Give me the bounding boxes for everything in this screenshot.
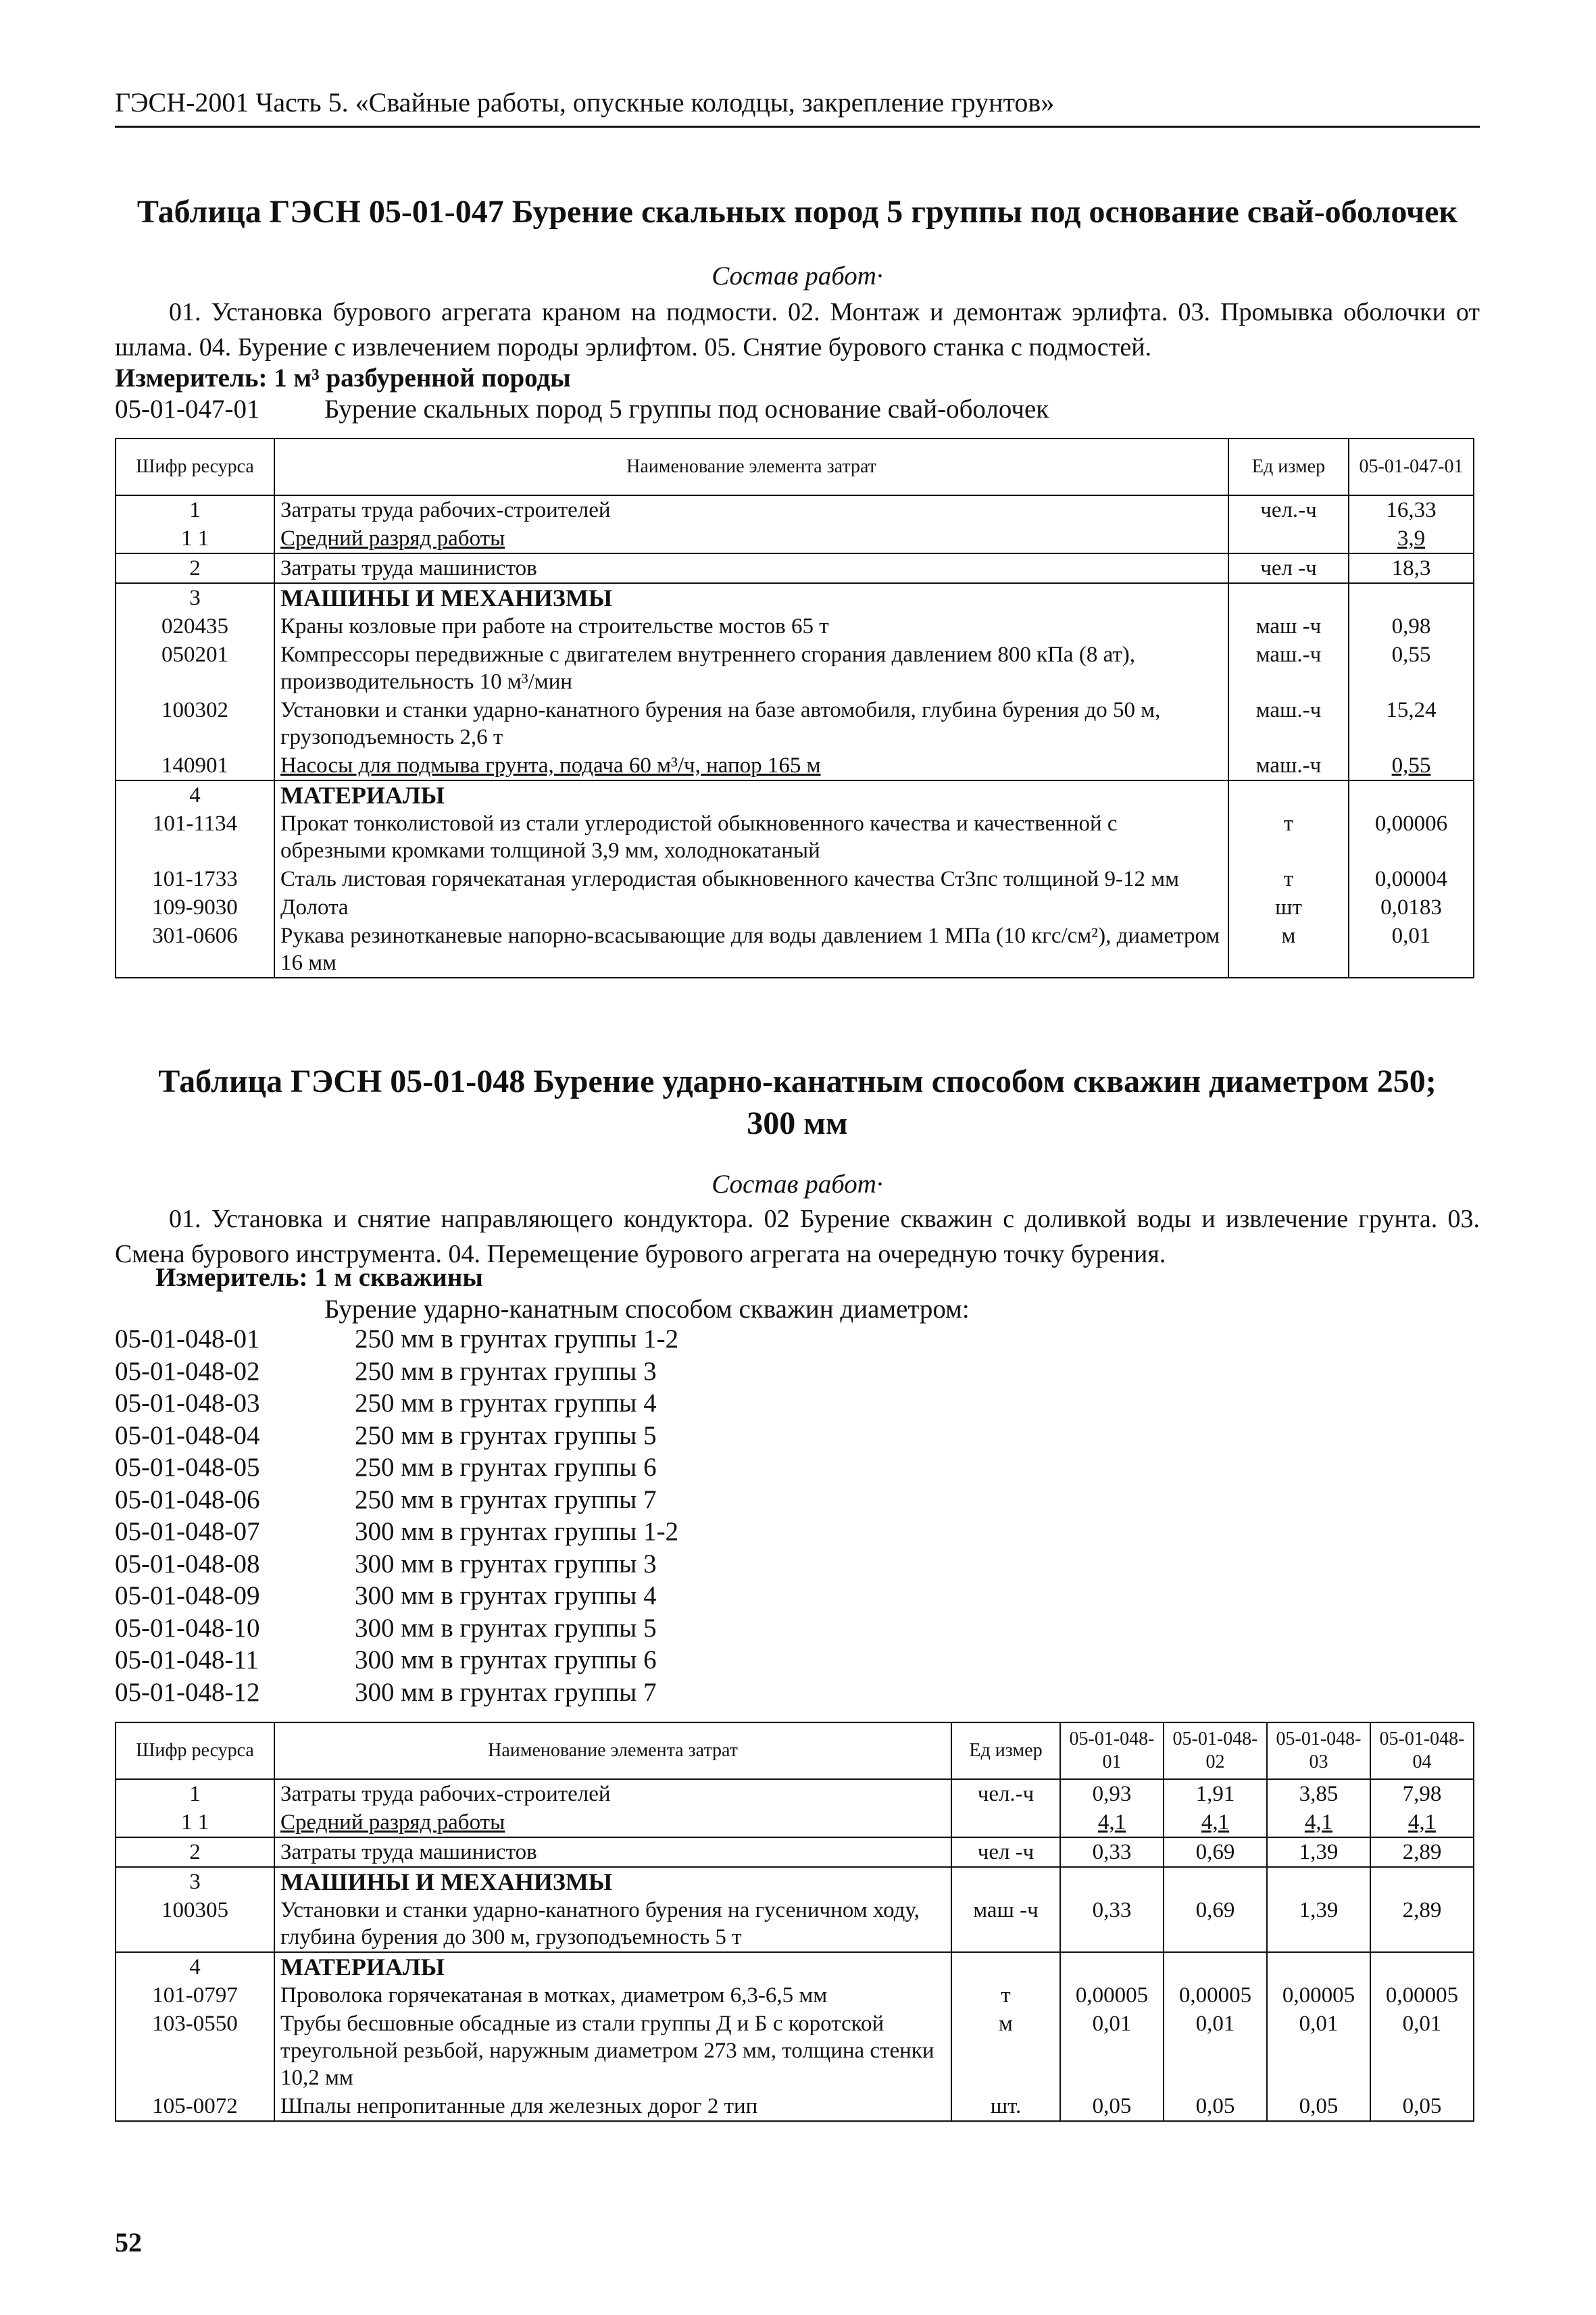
table1-sostav-label: Состав работ·: [712, 262, 883, 291]
variant-name: 250 мм в грунтах группы 4: [355, 1389, 657, 1418]
table1-composition: 01. Установка бурового агрегата краном на подмости. 02. Монтаж и демонтаж эрлифта. 03. Промывка оболочки от шлама. 04. Бурение с извлечением породы эрлифтом. 05. Снятие бурового станка с подмостей.: [115, 298, 1480, 362]
variant-name: 250 мм в грунтах группы 6: [355, 1453, 657, 1482]
table1-measure: [115, 363, 571, 393]
table1-title: Таблица ГЭСН 05-01-047 Бурение скальных пород 5 группы под основание свай-оболочек: [136, 194, 1458, 230]
variant-name: 300 мм в грунтах группы 6: [355, 1645, 657, 1674]
table-row: [116, 2092, 1474, 2121]
variant-name: 250 мм в грунтах группы 5: [355, 1420, 657, 1450]
unit-of-measure: [951, 1808, 1060, 1837]
resource-name: Затраты труда рабочих-строителей: [274, 495, 1228, 524]
table-row: [116, 495, 1474, 524]
norm-value: 4,1: [1370, 1808, 1474, 1837]
norm-value: 2,89: [1370, 1896, 1474, 1952]
unit-of-measure: м: [951, 2010, 1060, 2092]
resource-code: 101-1134: [116, 810, 274, 865]
variant-name: 250 мм в грунтах группы 1-2: [355, 1324, 679, 1353]
resource-name: Проволока горячекатаная в мотках, диаметром 6,3-6,5 мм: [274, 1981, 951, 2010]
variant-name: 300 мм в грунтах группы 1-2: [355, 1517, 679, 1546]
variant-item: [115, 1612, 678, 1645]
section-heading: МАШИНЫ И МЕХАНИЗМЫ: [274, 583, 1228, 612]
table2-header-col1: 05-01-048-01: [1060, 1722, 1164, 1779]
resource-name: Рукава резинотканевые напорно-всасывающие для воды давлением 1 МПа (10 кгс/см²), диаметром 16 мм: [274, 922, 1228, 978]
norm-value: 0,93: [1060, 1779, 1164, 1808]
resource-code: 3: [116, 1867, 274, 1896]
table2-header-col2: 05-01-048-02: [1164, 1722, 1267, 1779]
unit-of-measure: т: [1228, 810, 1349, 865]
table-row: [116, 524, 1474, 553]
resource-code: 103-0550: [116, 2010, 274, 2092]
norm-value: 1,39: [1267, 1896, 1370, 1952]
variant-item: [115, 1516, 678, 1548]
resource-code: 1 1: [116, 524, 274, 553]
unit-of-measure: маш.-ч: [1228, 641, 1349, 696]
table1-header-name: Наименование элемента затрат: [274, 439, 1228, 495]
variant-item: [115, 1387, 678, 1420]
variant-code: 05-01-048-12: [115, 1677, 260, 1707]
variant-item: [115, 1420, 678, 1452]
section-heading: МАШИНЫ И МЕХАНИЗМЫ: [274, 1867, 951, 1896]
table2-composition: 01. Установка и снятие направляющего кондуктора. 02 Бурение скважин с доливкой воды и извлечение грунта. 03. Смена бурового инструмента. 04. Перемещение бурового агрегата на очередную точку бурения.: [115, 1205, 1480, 1268]
unit-of-measure: [951, 1952, 1060, 1981]
variant-item: [115, 1676, 678, 1709]
norm-value: [1267, 1867, 1370, 1896]
resource-code: 101-1733: [116, 865, 274, 893]
norm-value: 3,9: [1349, 524, 1474, 553]
norm-value: 0,00005: [1060, 1981, 1164, 2010]
table-row: [116, 1779, 1474, 1808]
norm-value: 0,00005: [1267, 1981, 1370, 2010]
norm-value: 0,00005: [1164, 1981, 1267, 2010]
table-row: [116, 641, 1474, 696]
norm-value: 1,91: [1164, 1779, 1267, 1808]
table-row: [116, 810, 1474, 865]
variant-code: 05-01-048-03: [115, 1389, 260, 1418]
norm-value: 0,00006: [1349, 810, 1474, 865]
norm-value: 0,33: [1060, 1896, 1164, 1952]
unit-of-measure: т: [951, 1981, 1060, 2010]
table-row: [116, 1808, 1474, 1837]
table-row: [116, 922, 1474, 978]
resource-name: Краны козловые при работе на строительстве мостов 65 т: [274, 612, 1228, 641]
table2-measure-value: 1 м скважины: [314, 1263, 483, 1292]
norm-value: 0,05: [1060, 2092, 1164, 2121]
table1-header-col1: 05-01-047-01: [1349, 439, 1474, 495]
header-rule: [115, 126, 1480, 128]
unit-of-measure: чел.-ч: [951, 1779, 1060, 1808]
norm-value: 7,98: [1370, 1779, 1474, 1808]
unit-of-measure: шт: [1228, 893, 1349, 922]
resource-code: 050201: [116, 641, 274, 696]
variant-name: 250 мм в грунтах группы 7: [355, 1485, 657, 1514]
norm-value: [1370, 1867, 1474, 1896]
unit-of-measure: [951, 1867, 1060, 1896]
norm-value: 0,55: [1349, 751, 1474, 780]
resource-name: Затраты труда машинистов: [274, 1837, 951, 1867]
variant-code: 05-01-048-11: [115, 1645, 259, 1674]
variant-item: [115, 1644, 678, 1676]
table1-variant-name: Бурение скальных пород 5 группы под основание свай-оболочек: [324, 395, 1049, 424]
variant-item: [115, 1484, 678, 1516]
variant-item: [115, 1355, 678, 1388]
variant-name: 300 мм в грунтах группы 7: [355, 1677, 657, 1707]
norm-value: [1164, 1952, 1267, 1981]
running-head: ГЭСН-2001 Часть 5. «Свайные работы, опускные колодцы, закрепление грунтов»: [115, 87, 1055, 118]
variant-code: 05-01-048-08: [115, 1549, 260, 1578]
table-row: [116, 553, 1474, 583]
resource-name: Установки и станки ударно-канатного бурения на базе автомобиля, глубина бурения до 50 м, грузоподъемность 2,6 т: [274, 696, 1228, 751]
variant-code: 05-01-048-06: [115, 1485, 260, 1514]
resource-code: 4: [116, 1952, 274, 1981]
norm-value: [1370, 1952, 1474, 1981]
resource-name: Долота: [274, 893, 1228, 922]
norm-value: [1349, 780, 1474, 810]
resource-name: Насосы для подмыва грунта, подача 60 м³/ч, напор 165 м: [274, 751, 1228, 780]
resource-code: 4: [116, 780, 274, 810]
unit-of-measure: маш -ч: [951, 1896, 1060, 1952]
norm-value: 3,85: [1267, 1779, 1370, 1808]
table2-header-code: Шифр ресурса: [116, 1722, 274, 1779]
resource-code: 101-0797: [116, 1981, 274, 2010]
resource-name: Прокат тонколистовой из стали углеродистой обыкновенного качества и качественной с обрезными кромками толщиной 3,9 мм, холоднокатаный: [274, 810, 1228, 865]
norm-value: 0,01: [1370, 2010, 1474, 2092]
table2-title: [115, 1061, 1480, 1145]
resource-name: Шпалы непропитанные для железных дорог 2 тип: [274, 2092, 951, 2121]
table2-header-name: Наименование элемента затрат: [274, 1722, 951, 1779]
unit-of-measure: чел -ч: [1228, 553, 1349, 583]
resource-name: Сталь листовая горячекатаная углеродистая обыкновенного качества Ст3пс толщиной 9-12 мм: [274, 865, 1228, 893]
norm-value: 0,01: [1164, 2010, 1267, 2092]
norm-value: 0,05: [1164, 2092, 1267, 2121]
unit-of-measure: м: [1228, 922, 1349, 978]
table-row: [116, 696, 1474, 751]
table-row: [116, 1837, 1474, 1867]
resource-name: Затраты труда машинистов: [274, 553, 1228, 583]
norm-value: 0,00004: [1349, 865, 1474, 893]
resource-code: 140901: [116, 751, 274, 780]
resource-code: 1: [116, 1779, 274, 1808]
variant-code: 05-01-048-10: [115, 1613, 260, 1643]
table2-title-line2: 300 мм: [747, 1105, 848, 1141]
variant-code: 05-01-048-09: [115, 1581, 260, 1610]
table2-resource-table: [115, 1722, 1474, 2122]
norm-value: 4,1: [1267, 1808, 1370, 1837]
table-row: [116, 1896, 1474, 1952]
page-number: 52: [115, 2227, 142, 2258]
variant-name: 300 мм в грунтах группы 4: [355, 1581, 657, 1610]
table1-header-code: Шифр ресурса: [116, 439, 274, 495]
resource-name: Затраты труда рабочих-строителей: [274, 1779, 951, 1808]
table2-variants-intro: Бурение ударно-канатным способом скважин диаметром:: [324, 1295, 970, 1324]
table1-variant-code: 05-01-047-01: [115, 395, 260, 424]
table1-measure-value: 1 м³ разбуренной породы: [274, 364, 571, 393]
variant-item: [115, 1548, 678, 1580]
table2-title-line1: Таблица ГЭСН 05-01-048 Бурение ударно-канатным способом скважин диаметром 250;: [158, 1064, 1437, 1099]
norm-value: 0,0183: [1349, 893, 1474, 922]
variant-name: 300 мм в грунтах группы 5: [355, 1613, 657, 1643]
resource-code: 109-9030: [116, 893, 274, 922]
norm-value: 0,05: [1267, 2092, 1370, 2121]
resource-code: 100305: [116, 1896, 274, 1952]
section-heading: МАТЕРИАЛЫ: [274, 1952, 951, 1981]
norm-value: 15,24: [1349, 696, 1474, 751]
resource-code: 1: [116, 495, 274, 524]
norm-value: 0,01: [1349, 922, 1474, 978]
norm-value: 16,33: [1349, 495, 1474, 524]
norm-value: 0,33: [1060, 1837, 1164, 1867]
resource-code: 2: [116, 1837, 274, 1867]
table-row: [116, 2010, 1474, 2092]
resource-code: 2: [116, 553, 274, 583]
norm-value: 4,1: [1060, 1808, 1164, 1837]
table-row: [116, 865, 1474, 893]
table2-sostav-label: Состав работ·: [712, 1170, 883, 1199]
unit-of-measure: [1228, 524, 1349, 553]
resource-name: Средний разряд работы: [274, 524, 1228, 553]
table2-measure-label: Измеритель:: [155, 1263, 308, 1292]
table-row: [116, 1981, 1474, 2010]
unit-of-measure: [1228, 583, 1349, 612]
unit-of-measure: маш.-ч: [1228, 751, 1349, 780]
table2-variant-list: [115, 1323, 678, 1708]
table-row: [116, 1952, 1474, 1981]
norm-value: [1164, 1867, 1267, 1896]
norm-value: 0,05: [1370, 2092, 1474, 2121]
variant-code: 05-01-048-04: [115, 1420, 260, 1450]
resource-name: Компрессоры передвижные с двигателем внутреннего сгорания давлением 800 кПа (8 ат), производительность 10 м³/мин: [274, 641, 1228, 696]
resource-code: 301-0606: [116, 922, 274, 978]
unit-of-measure: маш.-ч: [1228, 696, 1349, 751]
resource-code: 100302: [116, 696, 274, 751]
norm-value: [1060, 1867, 1164, 1896]
variant-code: 05-01-048-02: [115, 1356, 260, 1386]
variant-code: 05-01-048-07: [115, 1517, 260, 1546]
section-heading: МАТЕРИАЛЫ: [274, 780, 1228, 810]
norm-value: 0,55: [1349, 641, 1474, 696]
norm-value: 0,01: [1060, 2010, 1164, 2092]
norm-value: 0,69: [1164, 1896, 1267, 1952]
resource-code: 1 1: [116, 1808, 274, 1837]
resource-code: 3: [116, 583, 274, 612]
variant-item: [115, 1580, 678, 1612]
variant-code: 05-01-048-05: [115, 1453, 260, 1482]
table-row: [116, 1867, 1474, 1896]
unit-of-measure: чел -ч: [951, 1837, 1060, 1867]
norm-value: 1,39: [1267, 1837, 1370, 1867]
resource-code: 020435: [116, 612, 274, 641]
table-row: [116, 612, 1474, 641]
table1-resource-table: [115, 438, 1474, 978]
norm-value: [1060, 1952, 1164, 1981]
resource-code: 105-0072: [116, 2092, 274, 2121]
norm-value: 0,01: [1267, 2010, 1370, 2092]
norm-value: [1267, 1952, 1370, 1981]
resource-name: Средний разряд работы: [274, 1808, 951, 1837]
variant-item: [115, 1323, 678, 1355]
table2-measure: [155, 1262, 483, 1293]
norm-value: 2,89: [1370, 1837, 1474, 1867]
norm-value: 0,98: [1349, 612, 1474, 641]
resource-name: Установки и станки ударно-канатного бурения на гусеничном ходу, глубина бурения до 300 м, грузоподъемность 5 т: [274, 1896, 951, 1952]
table-row: [116, 583, 1474, 612]
unit-of-measure: маш -ч: [1228, 612, 1349, 641]
unit-of-measure: чел.-ч: [1228, 495, 1349, 524]
table-row: [116, 893, 1474, 922]
table2-header-col4: 05-01-048-04: [1370, 1722, 1474, 1779]
norm-value: [1349, 583, 1474, 612]
variant-code: 05-01-048-01: [115, 1324, 260, 1353]
table2-header-col3: 05-01-048-03: [1267, 1722, 1370, 1779]
table-row: [116, 751, 1474, 780]
variant-name: 300 мм в грунтах группы 3: [355, 1549, 657, 1578]
norm-value: 0,69: [1164, 1837, 1267, 1867]
variant-name: 250 мм в грунтах группы 3: [355, 1356, 657, 1386]
table1-header-unit: Ед измер: [1228, 439, 1349, 495]
unit-of-measure: шт.: [951, 2092, 1060, 2121]
variant-item: [115, 1451, 678, 1484]
table-row: [116, 780, 1474, 810]
table1-measure-label: Измеритель:: [115, 364, 268, 393]
norm-value: 18,3: [1349, 553, 1474, 583]
table2-header-unit: Ед измер: [951, 1722, 1060, 1779]
norm-value: 4,1: [1164, 1808, 1267, 1837]
unit-of-measure: [1228, 780, 1349, 810]
unit-of-measure: т: [1228, 865, 1349, 893]
resource-name: Трубы бесшовные обсадные из стали группы Д и Б с коротской треугольной резьбой, наружным диаметром 273 мм, толщина стенки 10,2 мм: [274, 2010, 951, 2092]
norm-value: 0,00005: [1370, 1981, 1474, 2010]
